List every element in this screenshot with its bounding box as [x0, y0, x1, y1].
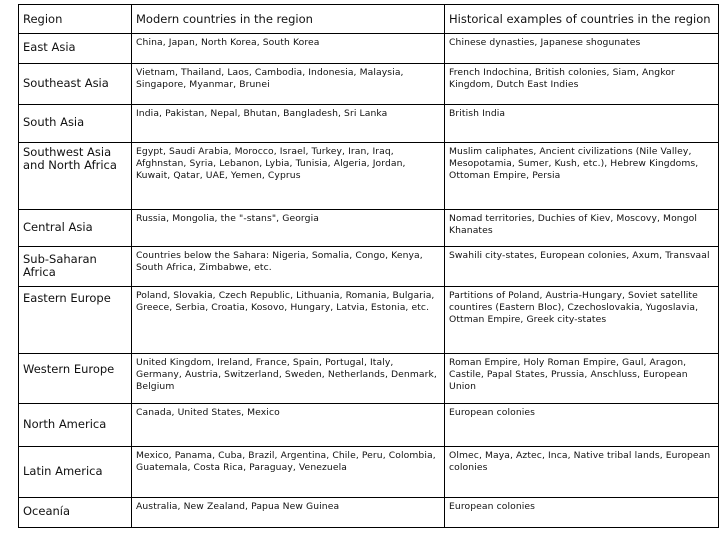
region-cell: South Asia — [19, 105, 132, 143]
region-cell: East Asia — [19, 34, 132, 64]
historical-examples-cell: Muslim caliphates, Ancient civilizations (Nile Valley, Mesopotamia, Sumer, Kush, etc.), Hebrew Kingdoms, Ottoman Empire, Persia — [445, 143, 719, 210]
header-historical-examples: Historical examples of countries in the region — [445, 5, 719, 34]
region-cell: Latin America — [19, 447, 132, 498]
modern-countries-cell: Mexico, Panama, Cuba, Brazil, Argentina, Chile, Peru, Colombia, Guatemala, Costa Rica, Paraguay, Venezuela — [132, 447, 445, 498]
table-row — [19, 498, 719, 528]
historical-examples-cell: Roman Empire, Holy Roman Empire, Gaul, Aragon, Castile, Papal States, Prussia, Anschluss, European Union — [445, 354, 719, 404]
modern-countries-cell: Vietnam, Thailand, Laos, Cambodia, Indonesia, Malaysia, Singapore, Myanmar, Brunei — [132, 64, 445, 105]
table-row — [19, 143, 719, 210]
region-cell: Southeast Asia — [19, 64, 132, 105]
header-modern-countries: Modern countries in the region — [132, 5, 445, 34]
region-cell: Western Europe — [19, 354, 132, 404]
historical-examples-cell: Nomad territories, Duchies of Kiev, Moscovy, Mongol Khanates — [445, 210, 719, 247]
historical-examples-cell: Olmec, Maya, Aztec, Inca, Native tribal lands, European colonies — [445, 447, 719, 498]
region-cell: Sub-Saharan Africa — [19, 247, 132, 287]
modern-countries-cell: United Kingdom, Ireland, France, Spain, Portugal, Italy, Germany, Austria, Switzerland, Sweden, Netherlands, Denmark, Belgium — [132, 354, 445, 404]
modern-countries-cell: Egypt, Saudi Arabia, Morocco, Israel, Turkey, Iran, Iraq, Afghnstan, Syria, Lebanon, Lybia, Tunisia, Algeria, Jordan, Kuwait, Qatar, UAE, Yemen, Cyprus — [132, 143, 445, 210]
table-row — [19, 105, 719, 143]
table-row — [19, 354, 719, 404]
historical-examples-cell: Swahili city-states, European colonies, Axum, Transvaal — [445, 247, 719, 287]
table-row — [19, 287, 719, 354]
historical-examples-cell: Partitions of Poland, Austria-Hungary, Soviet satellite countires (Eastern Bloc), Czechoslovakia, Yugoslavia, Ottman Empire, Greek city-states — [445, 287, 719, 354]
modern-countries-cell: Poland, Slovakia, Czech Republic, Lithuania, Romania, Bulgaria, Greece, Serbia, Croatia, Kosovo, Hungary, Latvia, Estonia, etc. — [132, 287, 445, 354]
table-row — [19, 34, 719, 64]
table-row — [19, 404, 719, 447]
region-cell: North America — [19, 404, 132, 447]
historical-examples-cell: European colonies — [445, 404, 719, 447]
modern-countries-cell: Canada, United States, Mexico — [132, 404, 445, 447]
region-cell: Central Asia — [19, 210, 132, 247]
header-region: Region — [19, 5, 132, 34]
document-page — [18, 4, 718, 534]
regions-table — [18, 4, 719, 528]
region-cell: Eastern Europe — [19, 287, 132, 354]
region-cell: Southwest Asia and North Africa — [19, 143, 132, 210]
modern-countries-cell: China, Japan, North Korea, South Korea — [132, 34, 445, 64]
modern-countries-cell: Russia, Mongolia, the "-stans", Georgia — [132, 210, 445, 247]
historical-examples-cell: Chinese dynasties, Japanese shogunates — [445, 34, 719, 64]
table-row — [19, 447, 719, 498]
modern-countries-cell: Australia, New Zealand, Papua New Guinea — [132, 498, 445, 528]
table-row — [19, 247, 719, 287]
historical-examples-cell: French Indochina, British colonies, Siam, Angkor Kingdom, Dutch East Indies — [445, 64, 719, 105]
table-header-row — [19, 5, 719, 34]
modern-countries-cell: Countries below the Sahara: Nigeria, Somalia, Congo, Kenya, South Africa, Zimbabwe, etc. — [132, 247, 445, 287]
table-row — [19, 210, 719, 247]
modern-countries-cell: India, Pakistan, Nepal, Bhutan, Bangladesh, Sri Lanka — [132, 105, 445, 143]
historical-examples-cell: British India — [445, 105, 719, 143]
region-cell: Oceanía — [19, 498, 132, 528]
table-row — [19, 64, 719, 105]
historical-examples-cell: European colonies — [445, 498, 719, 528]
